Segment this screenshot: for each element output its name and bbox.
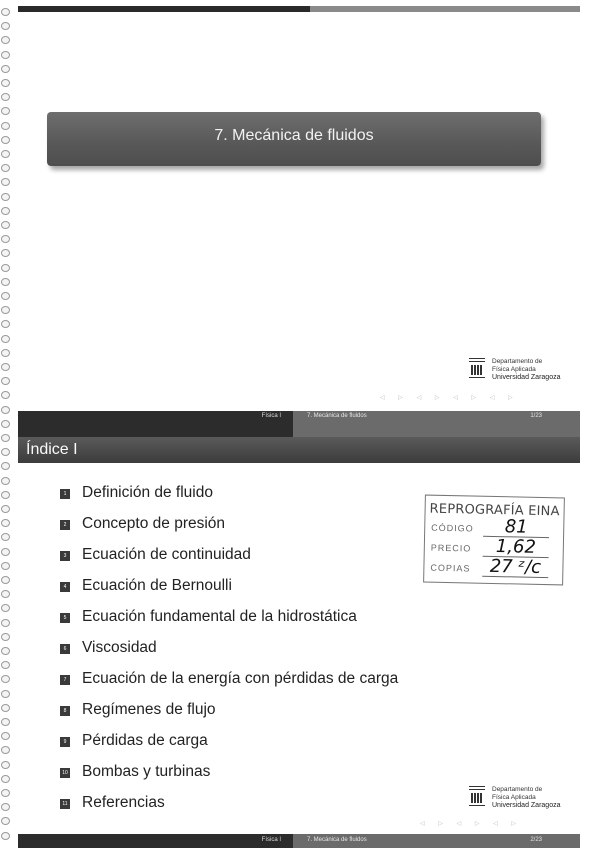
- stamp-precio-label: PRECIO: [430, 542, 472, 554]
- toc-number-icon: 10: [60, 768, 70, 778]
- binding-hole: [1, 562, 10, 570]
- toc-item: [60, 663, 460, 694]
- binding-hole: [1, 690, 10, 698]
- binding-hole: [1, 533, 10, 541]
- binding-hole: [1, 832, 10, 840]
- stamp-title: REPROGRAFÍA EINA: [429, 501, 560, 520]
- logo-dept-line1: Departamento de: [492, 358, 543, 365]
- toc-number-icon: 9: [60, 737, 70, 747]
- toc-label: Concepto de presión: [82, 514, 226, 532]
- toc-item: [60, 477, 460, 508]
- stamp-copias-label: COPIAS: [430, 562, 471, 574]
- toc-label: Regímenes de flujo: [82, 700, 216, 718]
- footer-course: Física I: [261, 837, 281, 843]
- toc-item: [60, 601, 460, 632]
- binding-hole: [1, 505, 10, 513]
- binding-hole: [1, 164, 10, 172]
- toc-label: Referencias: [82, 793, 165, 811]
- binding-hole: [1, 746, 10, 754]
- toc-label: Ecuación de Bernoulli: [82, 576, 232, 594]
- toc-number-icon: 8: [60, 706, 70, 716]
- toc-label: Ecuación fundamental de la hidrostática: [82, 607, 357, 625]
- stamp-codigo-label: CÓDIGO: [431, 522, 474, 534]
- binding-hole: [1, 604, 10, 612]
- binding-hole: [1, 477, 10, 485]
- index-heading: Índice I: [26, 441, 78, 458]
- nav-symbols-faint: ◁ ▷ ◁ ▷ ◁ ▷ ◁ ▷: [380, 395, 519, 401]
- logo-university: Universidad Zaragoza: [492, 802, 561, 809]
- binding-hole: [1, 675, 10, 683]
- toc-item: [60, 508, 460, 539]
- toc-label: Viscosidad: [82, 638, 157, 656]
- binding-hole: [1, 150, 10, 158]
- binding-hole: [1, 349, 10, 357]
- stamp-copias-value: 27 ᶻ/c: [482, 558, 548, 578]
- toc-label: Ecuación de la energía con pérdidas de carga: [82, 669, 399, 687]
- university-logo-2: [468, 786, 560, 810]
- binding-hole: [1, 377, 10, 385]
- binding-hole: [1, 619, 10, 627]
- footer-page: 1/23: [530, 413, 542, 419]
- toc-number-icon: 6: [60, 644, 70, 654]
- reprography-stamp: [423, 495, 565, 586]
- binding-hole: [1, 306, 10, 314]
- binding-hole: [1, 36, 10, 44]
- toc-number-icon: 5: [60, 613, 70, 623]
- toc-number-icon: 4: [60, 582, 70, 592]
- binding-hole: [1, 519, 10, 527]
- toc-item: [60, 725, 460, 756]
- toc-number-icon: 7: [60, 675, 70, 685]
- logo-university: Universidad Zaragoza: [492, 374, 561, 381]
- spiral-binding: [0, 0, 14, 848]
- binding-hole: [1, 406, 10, 414]
- footer-page: 2/23: [530, 837, 542, 843]
- binding-hole: [1, 363, 10, 371]
- binding-hole: [1, 491, 10, 499]
- binding-hole: [1, 761, 10, 769]
- toc-item: [60, 756, 460, 787]
- toc-number-icon: 11: [60, 799, 70, 809]
- binding-hole: [1, 107, 10, 115]
- stamp-codigo-value: 81: [483, 518, 549, 538]
- binding-hole: [1, 576, 10, 584]
- binding-hole: [1, 320, 10, 328]
- binding-hole: [1, 661, 10, 669]
- footer-course: Física I: [261, 413, 281, 419]
- toc-label: Pérdidas de carga: [82, 731, 208, 749]
- table-of-contents: [60, 477, 460, 818]
- slide-title: 7. Mecánica de fluidos: [214, 127, 374, 144]
- slide-title-bar: [47, 112, 541, 166]
- binding-hole: [1, 434, 10, 442]
- binding-hole: [1, 803, 10, 811]
- binding-hole: [1, 391, 10, 399]
- binding-hole: [1, 647, 10, 655]
- binding-hole: [1, 8, 10, 16]
- logo-dept-line2: Física Aplicada: [492, 794, 536, 801]
- binding-hole: [1, 704, 10, 712]
- binding-hole: [1, 79, 10, 87]
- binding-hole: [1, 51, 10, 59]
- toc-label: Ecuación de continuidad: [82, 545, 251, 563]
- binding-hole: [1, 633, 10, 641]
- university-crest-icon: [468, 786, 486, 810]
- toc-label: Bombas y turbinas: [82, 762, 211, 780]
- binding-hole: [1, 775, 10, 783]
- binding-hole: [1, 178, 10, 186]
- toc-item: [60, 570, 460, 601]
- footer-section: 7. Mecánica de fluidos: [307, 837, 367, 843]
- binding-hole: [1, 789, 10, 797]
- binding-hole: [1, 420, 10, 428]
- toc-item: [60, 694, 460, 725]
- binding-hole: [1, 292, 10, 300]
- binding-hole: [1, 235, 10, 243]
- binding-hole: [1, 65, 10, 73]
- stamp-precio-value: 1,62: [483, 538, 549, 558]
- binding-hole: [1, 448, 10, 456]
- binding-hole: [1, 732, 10, 740]
- footer-section: 7. Mecánica de fluidos: [307, 413, 367, 419]
- top-strip: [18, 6, 580, 12]
- binding-hole: [1, 22, 10, 30]
- toc-item: [60, 632, 460, 663]
- toc-item: [60, 539, 460, 570]
- toc-label: Definición de fluido: [82, 483, 213, 501]
- toc-number-icon: 2: [60, 520, 70, 530]
- university-logo: [468, 358, 560, 382]
- binding-hole: [1, 193, 10, 201]
- binding-hole: [1, 207, 10, 215]
- university-crest-icon: [468, 358, 486, 382]
- index-header-bar: [18, 437, 580, 463]
- binding-hole: [1, 335, 10, 343]
- binding-hole: [1, 93, 10, 101]
- binding-hole: [1, 462, 10, 470]
- toc-number-icon: 1: [60, 489, 70, 499]
- binding-hole: [1, 136, 10, 144]
- binding-hole: [1, 249, 10, 257]
- binding-hole: [1, 718, 10, 726]
- binding-hole: [1, 817, 10, 825]
- toc-item: [60, 787, 460, 818]
- binding-hole: [1, 122, 10, 130]
- binding-hole: [1, 264, 10, 272]
- logo-dept-line1: Departamento de: [492, 786, 543, 793]
- slide2-footer: [18, 834, 580, 848]
- binding-hole: [1, 548, 10, 556]
- slide1-footer: [18, 411, 580, 437]
- binding-hole: [1, 221, 10, 229]
- nav-symbols-faint: ◁ ▷ ◁ ▷ ◁ ▷: [420, 821, 523, 827]
- binding-hole: [1, 278, 10, 286]
- toc-number-icon: 3: [60, 551, 70, 561]
- binding-hole: [1, 590, 10, 598]
- logo-dept-line2: Física Aplicada: [492, 366, 536, 373]
